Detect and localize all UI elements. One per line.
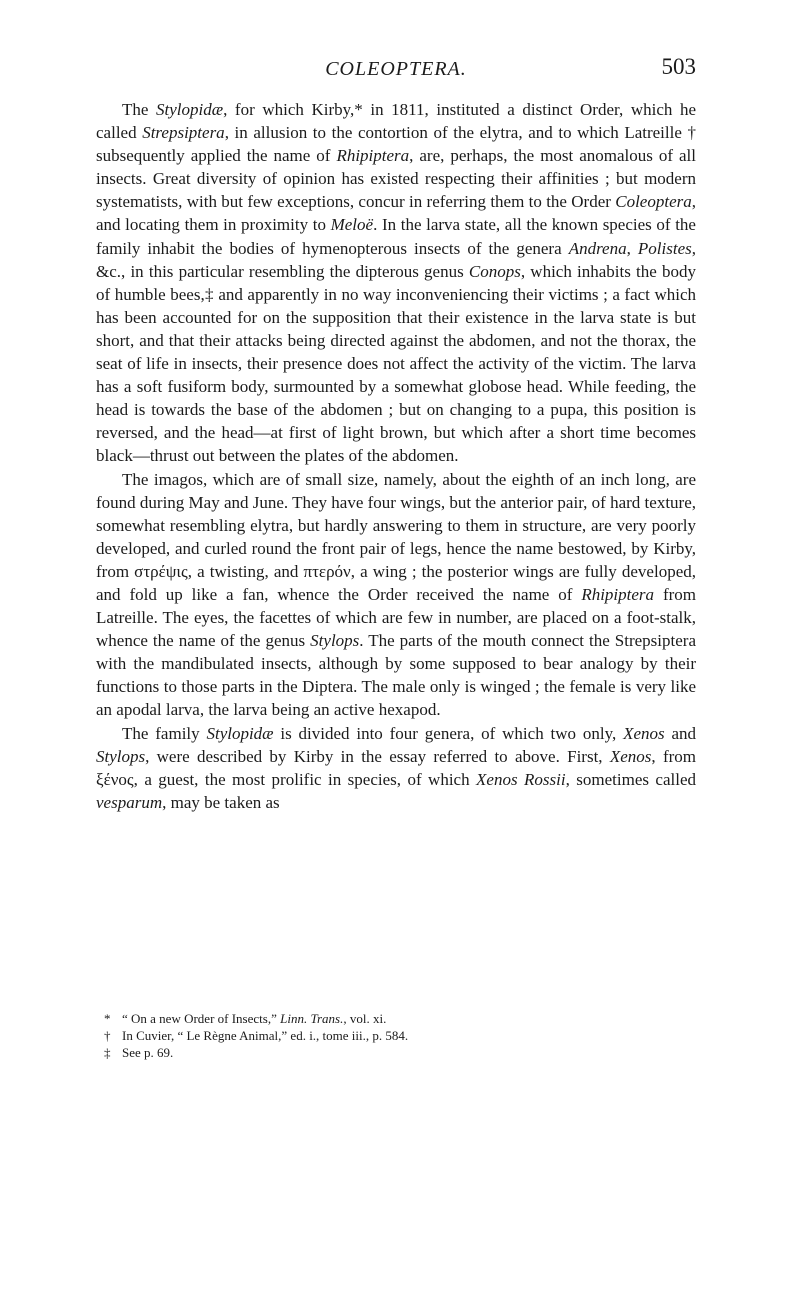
italic-text: Xenos xyxy=(609,746,652,766)
italic-text: Stylops xyxy=(310,631,360,651)
italic-text: Rhipiptera xyxy=(336,146,410,166)
footnote-mark: ‡ xyxy=(104,1045,111,1060)
italic-text: Andrena xyxy=(568,238,627,258)
text-run: , and locating them in proximity to xyxy=(96,192,696,235)
text-run: , were described by Kirby in the essay referred to above. First, xyxy=(145,746,610,766)
text-run: “ On a new Order of Insects,” xyxy=(122,1011,281,1026)
text-run: . The parts of the mouth connect the Strepsiptera with the mandibulated insects, although by some supposed to bear analogy by their functions to those parts in the Diptera. The male only is winged ; the female is very like an apodal larva, the larva being an active hexapod. xyxy=(96,631,696,720)
italic-text: Coleoptera xyxy=(615,192,692,212)
text-run: The family xyxy=(122,723,207,743)
body-text xyxy=(96,98,696,814)
text-run: , may be taken as xyxy=(162,792,280,812)
italic-text: Stylops xyxy=(96,746,146,766)
text-run: , sometimes called xyxy=(565,769,696,789)
italic-text: Polistes xyxy=(637,238,692,258)
text-run: is divided into four genera, of which two only, xyxy=(273,723,624,743)
running-head: COLEOPTERA. xyxy=(325,58,467,80)
text-run: In Cuvier, “ Le Règne Animal,” ed. i., tome iii., p. 584. xyxy=(122,1028,409,1043)
text-run: , are, perhaps, the most anomalous of all insects. Great diversity of opinion has existed respecting their affinities ; but modern systematists, with but few exceptions, concur in referring them to the Order xyxy=(96,146,696,212)
italic-text: Strepsiptera xyxy=(142,123,225,143)
italic-text: Meloë xyxy=(330,215,374,235)
text-run: The xyxy=(122,100,157,119)
text-run: , &c., in this particular resembling the dipterous genus xyxy=(96,238,696,281)
text-run: , vol. xi. xyxy=(343,1011,387,1026)
paragraph xyxy=(96,468,696,722)
footnotes xyxy=(96,1010,696,1061)
italic-text: Xenos Rossii xyxy=(476,769,566,789)
text-run: from Latreille. The eyes, the facettes of which are few in number, are placed on a foot-stalk, whence the name of the genus xyxy=(96,584,696,651)
footnote-mark: * xyxy=(104,1011,111,1026)
text-run: , in allusion to the contortion of the elytra, and to which Latreille † subsequently applied the name of xyxy=(96,123,697,166)
italic-text: Linn. Trans. xyxy=(280,1011,344,1026)
page-number: 503 xyxy=(661,54,696,79)
page-header xyxy=(96,54,696,88)
footnote xyxy=(96,1027,696,1044)
italic-text: Stylopidæ xyxy=(206,723,274,743)
italic-text: Stylopidæ xyxy=(156,100,224,119)
text-run: The imagos, which are of small size, namely, about the eighth of an inch long, are found during May and June. They have four wings, but the anterior pair, of hard texture, somewhat resembling elytra, but hardly answering to them in structure, are very poorly developed, and curled round the front pair of legs, hence the name bestowed, by Kirby, from στρέψις, a twisting, and πτερόν, a wing ; the posterior wings are fully developed, and fold up like a fan, whence the Order received the name of xyxy=(96,469,696,604)
footnote xyxy=(96,1044,696,1061)
text-run: . In the larva state, all the known species of the family inhabit the bodies of hymenopterous insects of the genera xyxy=(96,215,696,258)
text-run: See p. 69. xyxy=(122,1045,174,1060)
text-run: , from ξένος, a guest, the most prolific in species, of which xyxy=(96,746,696,789)
text-run: , which inhabits the body of humble bees,‡ and apparently in no way inconveniencing their victims ; a fact which has been accounted for on the supposition that their existence in the larva state is but short, and that their attacks being directed against the abdomen, and not the thorax, the seat of life in insects, their presence does not affect the activity of the victim. The larva has a soft fusiform body, surmounted by a somewhat globose head. While feeding, the head is towards the base of the abdomen ; but on changing to a pupa, this position is reversed, and the head—at first of light brown, but which after a short time becomes black—thrust out between the plates of the abdomen. xyxy=(96,261,696,466)
italic-text: Conops xyxy=(468,261,521,281)
paragraph xyxy=(96,722,696,814)
footnote-mark: † xyxy=(104,1028,111,1043)
text-run: , for which Kirby,* in 1811, instituted a distinct Order, which he called xyxy=(96,100,697,143)
italic-text: Xenos xyxy=(623,723,665,743)
italic-text: vesparum xyxy=(96,792,163,812)
text-run: and xyxy=(664,723,696,743)
italic-text: Rhipiptera xyxy=(581,584,655,604)
text-run: , xyxy=(626,238,638,258)
paragraph xyxy=(96,98,696,468)
footnote xyxy=(96,1010,696,1027)
